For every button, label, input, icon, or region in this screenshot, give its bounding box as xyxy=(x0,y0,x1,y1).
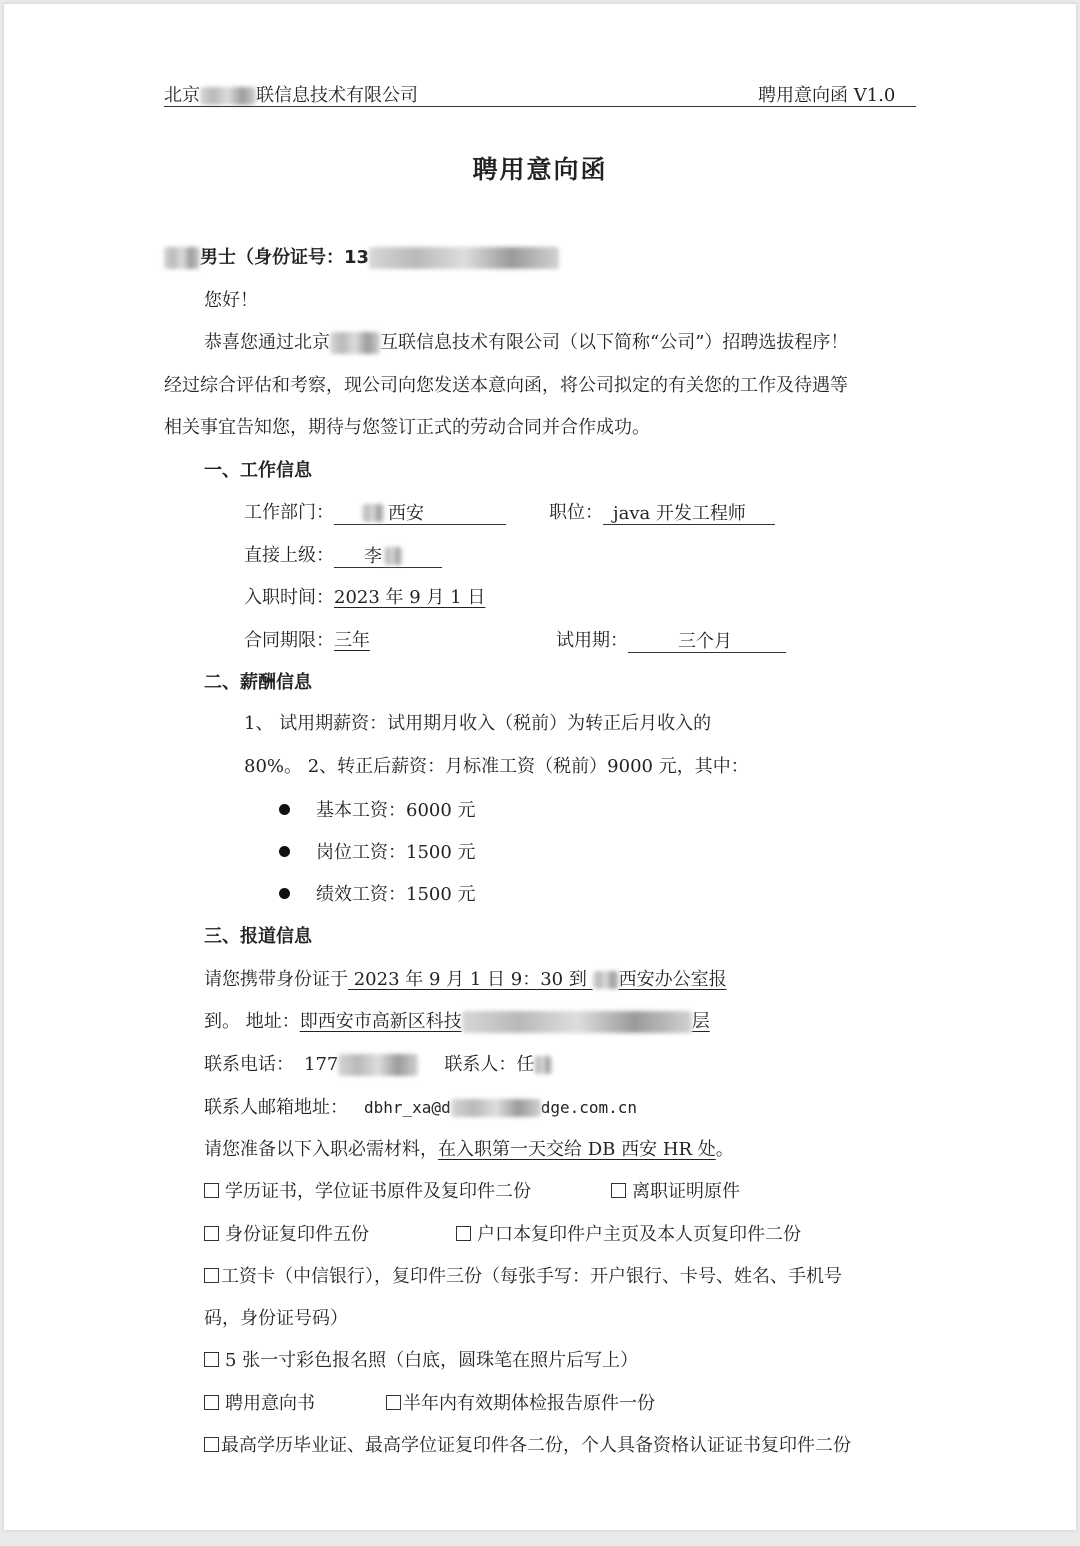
checklist-text: 最高学历毕业证、最高学位证复印件各二份，个人具备资格认证证书复印件二份 xyxy=(221,1435,851,1456)
header-doc-code: 聘用意向函 V1.0 xyxy=(758,85,896,106)
start-date-row xyxy=(244,586,485,610)
recipient-line xyxy=(164,246,559,270)
checkbox-icon xyxy=(611,1183,626,1198)
address-line xyxy=(204,1010,710,1034)
salary-item-text: 岗位工资：1500 元 xyxy=(316,842,476,863)
intro-line-3: 相关事宜告知您，期待与您签订正式的劳动合同并合作成功。 xyxy=(164,417,650,438)
supervisor-row xyxy=(244,544,442,568)
redaction-blur xyxy=(384,547,402,565)
checklist-text: 工资卡（中信银行），复印件三份（每张手写：开户银行、卡号、姓名、手机号 xyxy=(221,1266,842,1287)
bullet-icon xyxy=(279,846,290,857)
greeting-hello: 您好！ xyxy=(204,290,258,311)
phone-value: 177 xyxy=(304,1054,339,1075)
probation-value: 三个月 xyxy=(678,631,732,652)
redaction-blur xyxy=(330,332,380,354)
checklist-text: 半年内有效期体检报告原件一份 xyxy=(403,1393,655,1414)
checklist-text: 离职证明原件 xyxy=(632,1181,740,1202)
phone-line xyxy=(204,1053,552,1077)
redaction-blur xyxy=(593,971,619,989)
checklist-item xyxy=(204,1223,369,1247)
recipient-id-label: 男士（身份证号：13 xyxy=(200,247,370,268)
header-company-suffix: 联信息技术有限公司 xyxy=(256,85,418,106)
bullet-icon xyxy=(279,888,290,899)
contact-name: 联系人：任 xyxy=(444,1054,535,1075)
checklist-item xyxy=(204,1180,531,1204)
materials-intro xyxy=(204,1138,734,1162)
intro-line-2: 经过综合评估和考察，现公司向您发送本意向函，将公司拟定的有关您的工作及待遇等 xyxy=(164,375,848,396)
supervisor-field xyxy=(334,547,442,568)
dept-value: 西安 xyxy=(388,503,424,524)
position-row xyxy=(549,501,775,525)
address-floor: 层 xyxy=(691,1011,710,1032)
intro-text: 互联信息技术有限公司（以下简称“公司”）招聘选拔程序！ xyxy=(380,332,849,353)
salary-item xyxy=(279,841,476,865)
redaction-blur xyxy=(369,247,559,269)
redaction-blur xyxy=(200,87,256,105)
phone-label: 联系电话： xyxy=(204,1054,294,1075)
supervisor-label: 直接上级： xyxy=(244,545,334,566)
checklist-text: 5 张一寸彩色报名照（白底，圆珠笔在照片后写上） xyxy=(225,1350,639,1371)
checkbox-icon xyxy=(204,1437,219,1452)
checklist-text: 学历证书，学位证书原件及复印件二份 xyxy=(225,1181,531,1202)
dept-label: 工作部门： xyxy=(244,502,334,523)
probation-label: 试用期： xyxy=(556,630,628,651)
address-value: 即西安市高新区科技 xyxy=(299,1011,462,1032)
redaction-blur xyxy=(451,1099,541,1117)
dept-row xyxy=(244,501,506,525)
position-value: java 开发工程师 xyxy=(613,503,746,524)
supervisor-value: 李 xyxy=(364,546,382,567)
checklist-item xyxy=(611,1180,740,1204)
checklist-item xyxy=(204,1392,315,1416)
checkbox-icon xyxy=(204,1395,219,1410)
address-label: 到。 地址： xyxy=(204,1011,300,1032)
checklist-item xyxy=(386,1392,655,1416)
redaction-blur xyxy=(462,1011,692,1033)
checklist-text: 聘用意向书 xyxy=(225,1393,315,1414)
checkbox-icon xyxy=(386,1395,401,1410)
checklist-item xyxy=(204,1434,851,1458)
checklist-text: 户口本复印件户主页及本人页复印件二份 xyxy=(477,1224,801,1245)
checkbox-icon xyxy=(204,1268,219,1283)
probation-row xyxy=(556,629,786,653)
report-datetime: 2023 年 9 月 1 日 9：30 到 xyxy=(348,969,593,990)
checkbox-icon xyxy=(204,1352,219,1367)
contract-term-label: 合同期限： xyxy=(244,630,334,651)
bullet-icon xyxy=(279,804,290,815)
materials-text: 请您准备以下入职必需材料， xyxy=(204,1139,438,1160)
salary-item xyxy=(279,799,476,823)
email-label: 联系人邮箱地址： xyxy=(204,1097,348,1118)
position-field xyxy=(603,504,775,525)
section-heading-report: 三、报道信息 xyxy=(204,926,312,947)
start-date-value: 2023 年 9 月 1 日 xyxy=(334,587,486,608)
checkbox-icon xyxy=(456,1226,471,1241)
redaction-blur xyxy=(362,504,384,522)
redaction-blur xyxy=(338,1054,418,1076)
intro-line-1 xyxy=(204,331,848,355)
intro-text: 恭喜您通过北京 xyxy=(204,332,330,353)
checklist-item xyxy=(204,1349,638,1373)
materials-end: 。 xyxy=(715,1139,734,1160)
email-line xyxy=(204,1096,637,1120)
report-office: 西安办公室报 xyxy=(618,969,727,990)
salary-item xyxy=(279,883,476,907)
dept-field xyxy=(334,504,506,525)
salary-line-1: 1、 试用期薪资：试用期月收入（税前）为转正后月收入的 xyxy=(244,713,712,734)
redaction-blur xyxy=(534,1056,552,1074)
salary-item-text: 绩效工资：1500 元 xyxy=(316,884,476,905)
document-title: 聘用意向函 xyxy=(472,155,608,184)
contract-term-row xyxy=(244,629,370,653)
contract-term-value: 三年 xyxy=(334,630,370,651)
checklist-item xyxy=(204,1265,842,1289)
salary-item-text: 基本工资：6000 元 xyxy=(316,800,476,821)
redaction-blur xyxy=(164,247,200,269)
probation-field xyxy=(628,632,786,653)
materials-deadline: 在入职第一天交给 DB 西安 HR 处 xyxy=(438,1139,716,1160)
checklist-text: 身份证复印件五份 xyxy=(225,1224,369,1245)
email-value: dbhr_xa@d xyxy=(364,1098,451,1117)
start-date-label: 入职时间： xyxy=(244,587,334,608)
section-heading-work: 一、工作信息 xyxy=(204,460,312,481)
position-label: 职位： xyxy=(549,502,603,523)
document-page xyxy=(4,4,1076,1530)
email-domain: dge.com.cn xyxy=(540,1098,638,1117)
checklist-item xyxy=(456,1223,801,1247)
report-text: 请您携带身份证于 xyxy=(204,969,348,990)
salary-line-2: 80%。 2、转正后薪资：月标准工资（税前）9000 元，其中： xyxy=(244,756,749,777)
report-line-1 xyxy=(204,968,727,992)
checkbox-icon xyxy=(204,1183,219,1198)
checkbox-icon xyxy=(204,1226,219,1241)
header-rule xyxy=(164,106,916,107)
header-company-prefix: 北京 xyxy=(164,85,200,106)
header-company xyxy=(164,84,418,108)
checklist-continuation: 码，身份证号码） xyxy=(204,1308,348,1329)
section-heading-salary: 二、薪酬信息 xyxy=(204,672,312,693)
